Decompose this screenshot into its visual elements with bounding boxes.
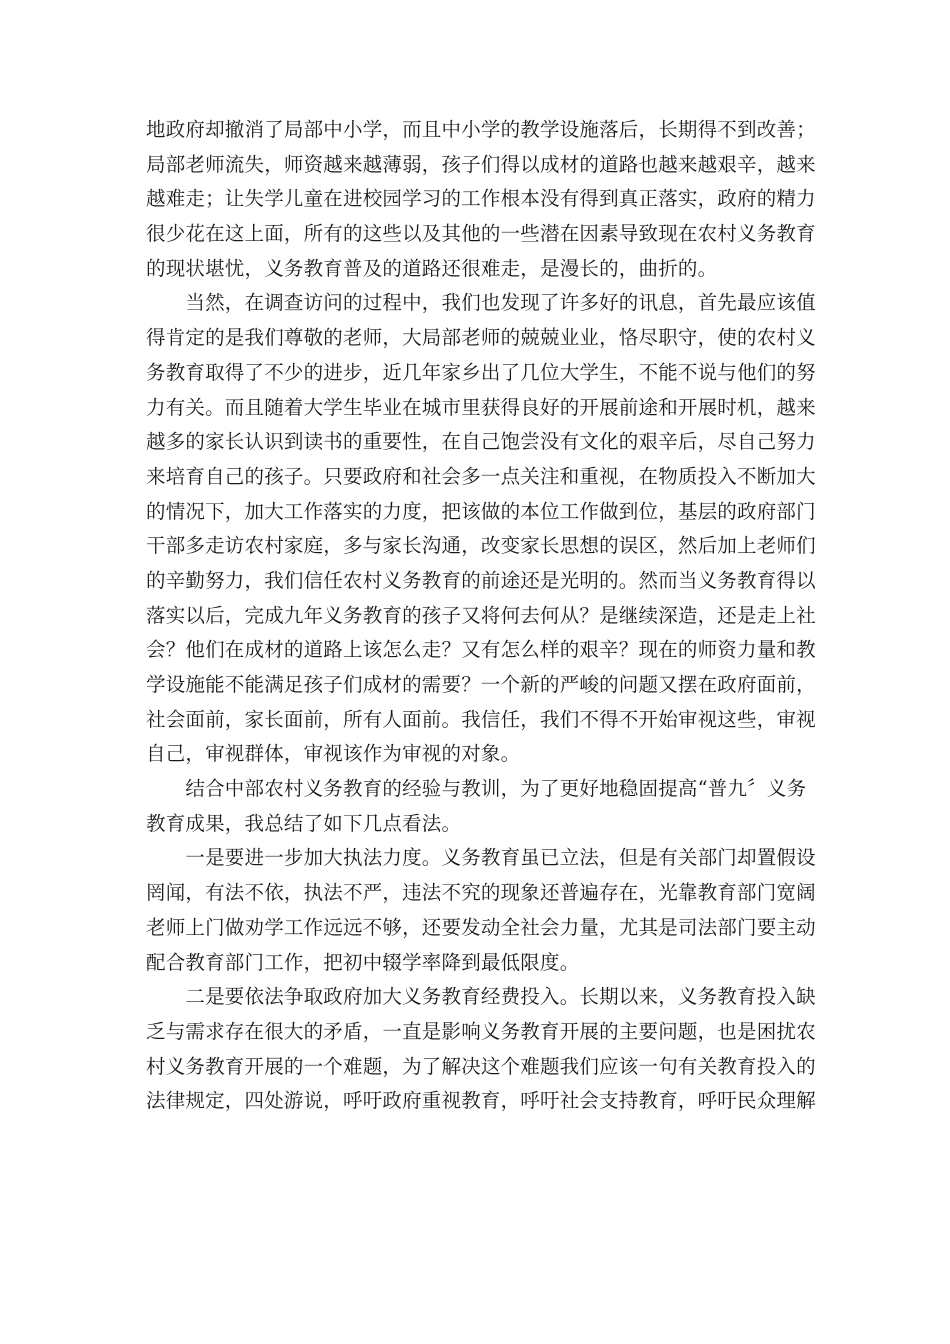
text-line: 二是要依法争取政府加大义务教育经费投入。长期以来，义务教育投入缺: [146, 985, 816, 1009]
text-line: 的现状堪忧，义务教育普及的道路还很难走，是漫长的，曲折的。: [146, 256, 718, 280]
text-line: 的辛勤努力，我们信任农村义务教育的前途还是光明的。然而当义务教育得以: [146, 568, 816, 592]
text-line: 老师上门做劝学工作远远不够，还要发动全社会力量，尤其是司法部门要主动: [146, 915, 816, 939]
text-line: 社会面前，家长面前，所有人面前。我信任，我们不得不开始审视这些，审视: [146, 707, 816, 731]
text-line: 会？他们在成材的道路上该怎么走？又有怎么样的艰辛？现在的师资力量和教: [146, 638, 816, 662]
text-line: 的情况下，加大工作落实的力度，把该做的本位工作做到位，基层的政府部门: [146, 499, 816, 523]
document-body: [146, 113, 816, 1119]
text-line: 力有关。而且随着大学生毕业在城市里获得良好的开展前途和开展时机，越来: [146, 395, 816, 419]
text-line: 法律规定，四处游说，呼吁政府重视教育，呼吁社会支持教育，呼吁民众理解: [146, 1089, 816, 1113]
text-line: 干部多走访农村家庭，多与家长沟通，改变家长思想的误区，然后加上老师们: [146, 534, 816, 558]
text-line: 配合教育部门工作，把初中辍学率降到最低限度。: [146, 950, 580, 974]
text-line: 越多的家长认识到读书的重要性，在自己饱尝没有文化的艰辛后，尽自己努力: [146, 430, 816, 454]
text-line: 乏与需求存在很大的矛盾，一直是影响义务教育开展的主要问题，也是困扰农: [146, 1019, 816, 1043]
text-line: 得肯定的是我们尊敬的老师，大局部老师的兢兢业业，恪尽职守，使的农村义: [146, 326, 816, 350]
text-line: 村义务教育开展的一个难题，为了解决这个难题我们应该一句有关教育投入的: [146, 1054, 816, 1078]
text-line: 越难走；让失学儿童在进校园学习的工作根本没有得到真正落实，政府的精力: [146, 187, 816, 211]
text-line: 当然，在调查访问的过程中，我们也发现了许多好的讯息，首先最应该值: [146, 291, 816, 315]
text-line: 局部老师流失，师资越来越薄弱，孩子们得以成材的道路也越来越艰辛，越来: [146, 152, 816, 176]
text-line: 地政府却撤消了局部中小学，而且中小学的教学设施落后，长期得不到改善；: [146, 118, 816, 141]
text-line: 自己，审视群体，审视该作为审视的对象。: [146, 742, 521, 766]
text-line: 结合中部农村义务教育的经验与教训，为了更好地稳固提高“普九〞义务: [146, 777, 807, 801]
text-line: 一是要进一步加大执法力度。义务教育虽已立法，但是有关部门却置假设: [146, 846, 816, 870]
text-line: 教育成果，我总结了如下几点看法。: [146, 811, 462, 835]
text-line: 学设施能不能满足孩子们成材的需要？一个新的严峻的问题又摆在政府面前，: [146, 673, 816, 696]
text-line: 落实以后，完成九年义务教育的孩子又将何去何从？是继续深造，还是走上社: [146, 603, 816, 627]
text-line: 务教育取得了不少的进步，近几年家乡出了几位大学生，不能不说与他们的努: [146, 360, 816, 384]
text-line: 罔闻，有法不依，执法不严，违法不究的现象还普遍存在，光靠教育部门宽阔: [146, 881, 816, 905]
text-line: 很少花在这上面，所有的这些以及其他的一些潜在因素导致现在农村义务教育: [146, 222, 816, 246]
text-line: 来培育自己的孩子。只要政府和社会多一点关注和重视，在物质投入不断加大: [146, 464, 816, 488]
